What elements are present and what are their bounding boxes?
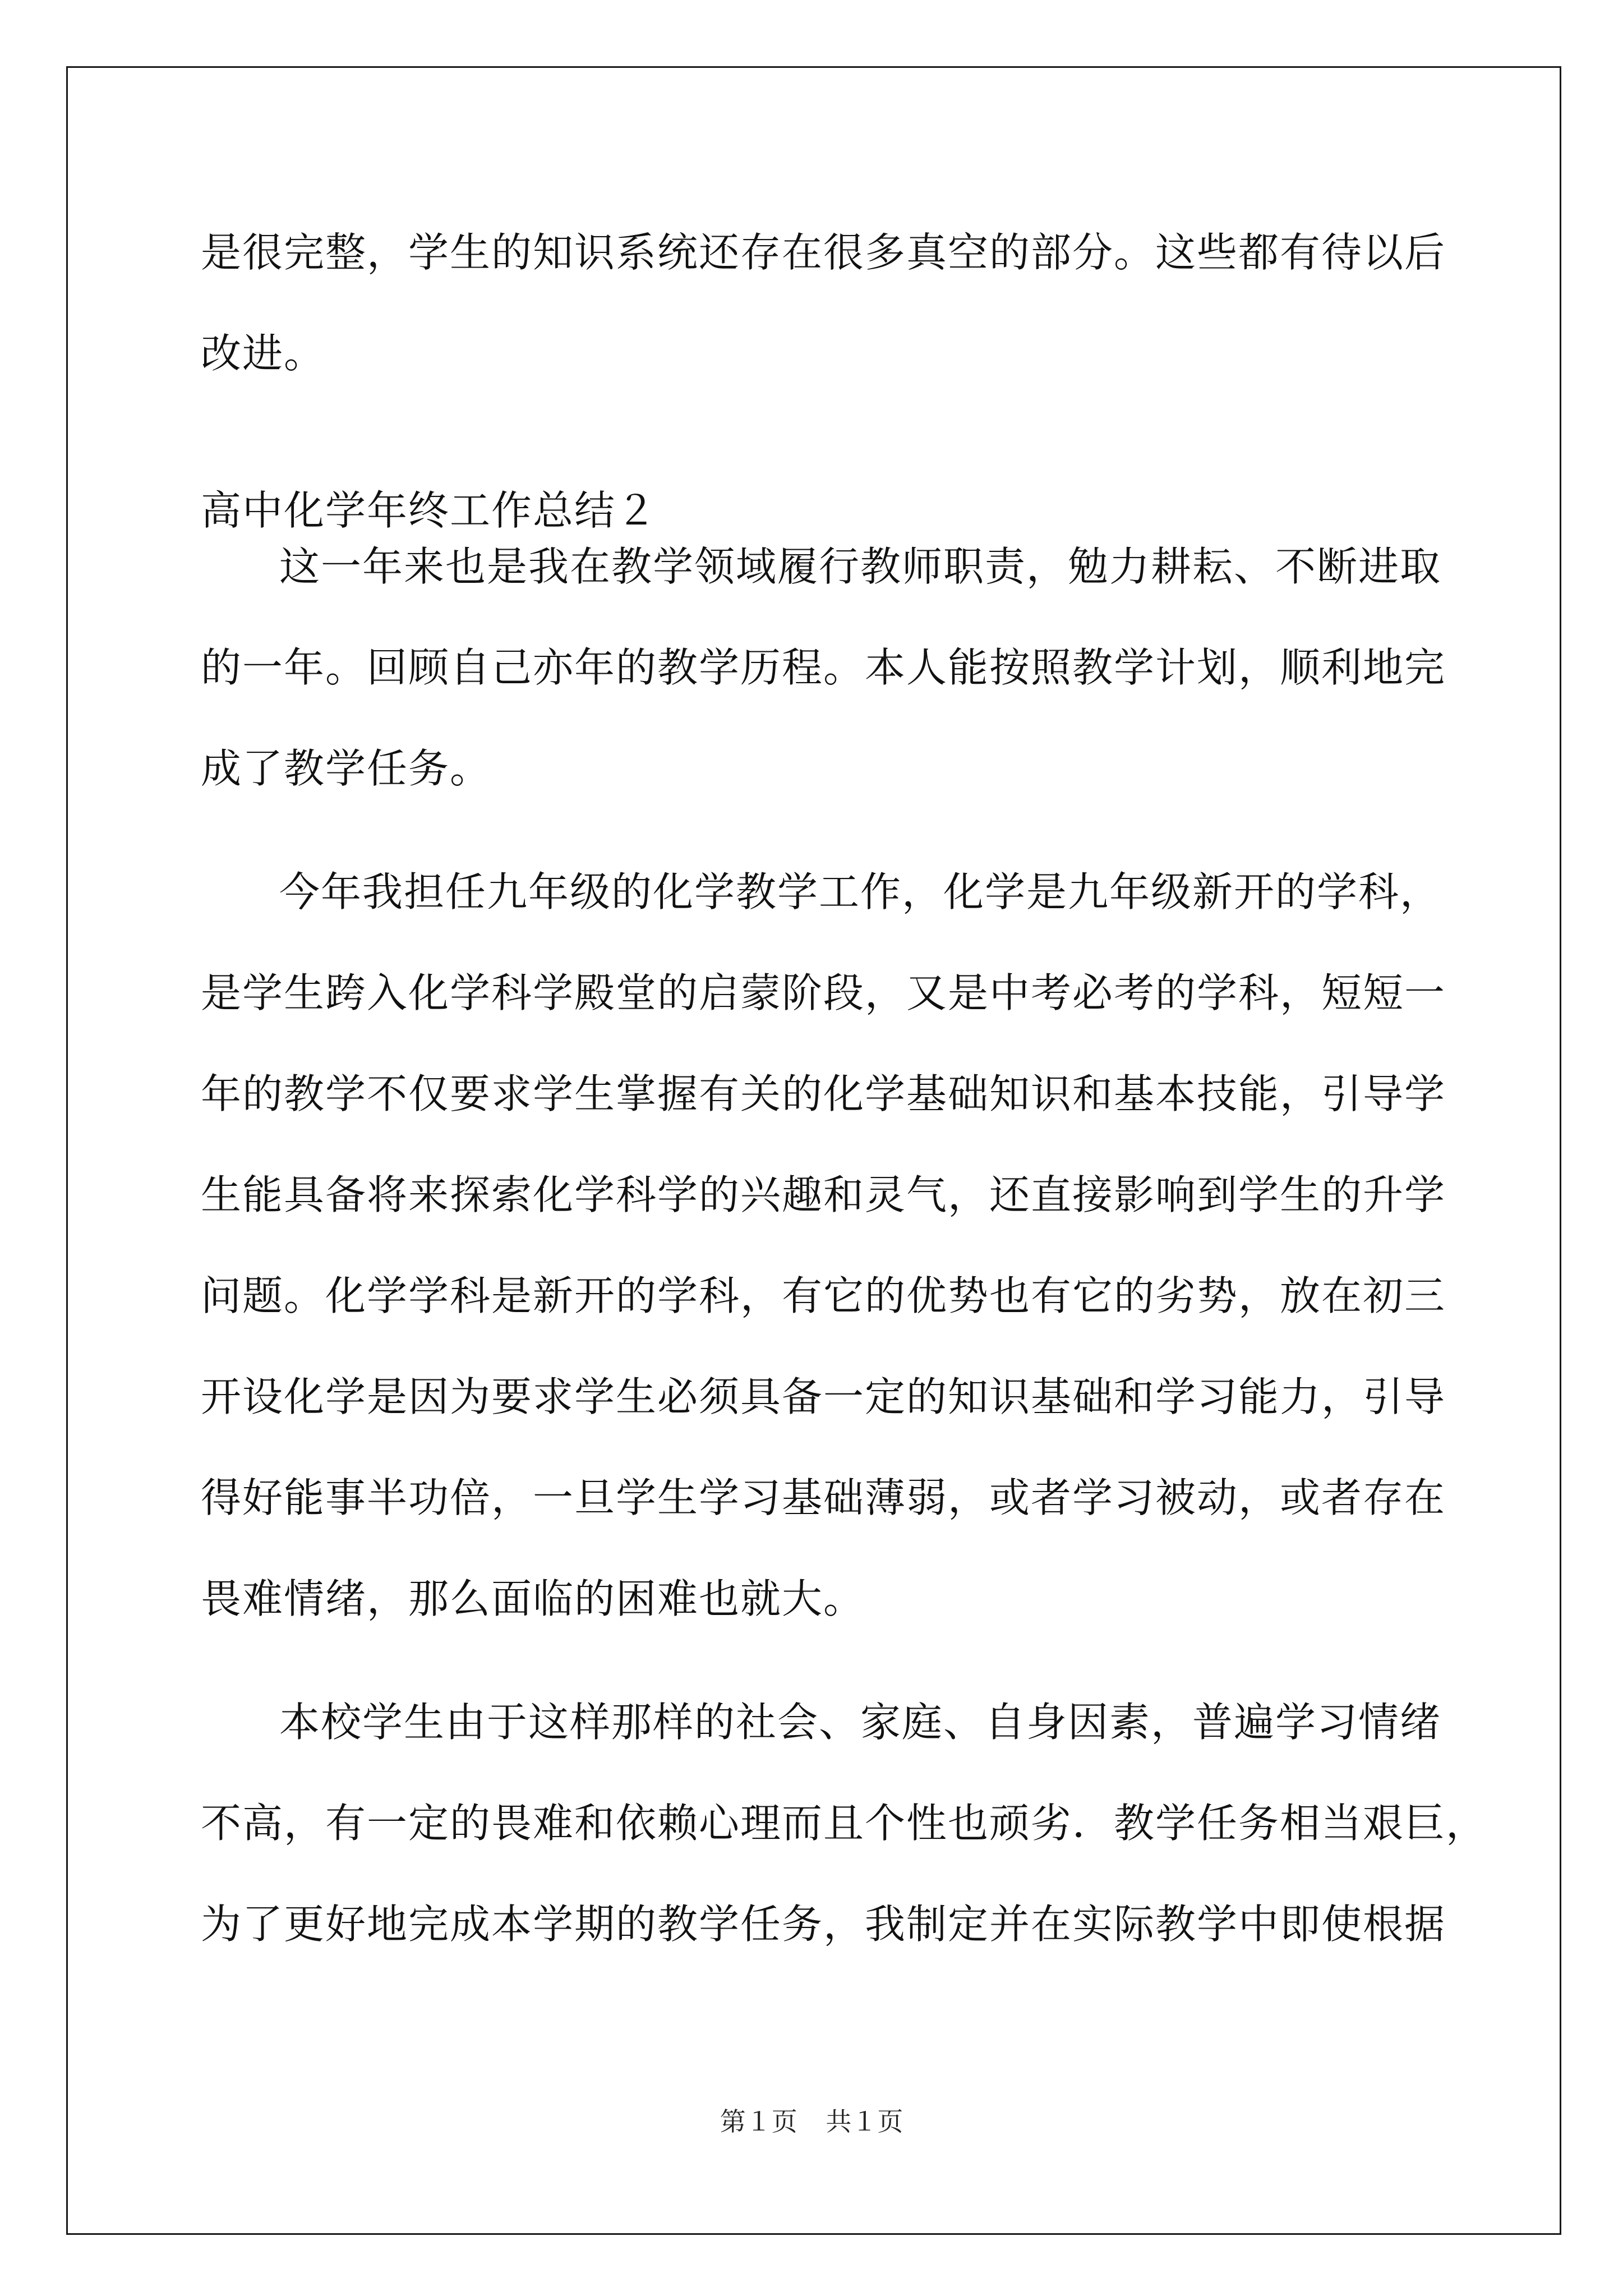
page-total: 共１页 — [826, 2106, 903, 2137]
text-line: 年的教学不仅要求学生掌握有关的化学基础知识和基本技能，引导学 — [201, 1070, 1446, 1117]
page-footer — [0, 2105, 1623, 2138]
text-line: 的一年。回顾自己亦年的教学历程。本人能按照教学计划，顺利地完 — [201, 644, 1446, 691]
page-number: 第１页 — [720, 2106, 797, 2137]
text-line: 今年我担任九年级的化学教学工作，化学是九年级新开的学科， — [279, 868, 1442, 915]
text-line: 改进。 — [201, 330, 326, 377]
text-line: 成了教学任务。 — [201, 745, 492, 792]
text-line: 是很完整，学生的知识系统还存在很多真空的部分。这些都有待以后 — [201, 229, 1446, 276]
text-line: 是学生跨入化学科学殿堂的启蒙阶段，又是中考必考的学科，短短一 — [201, 969, 1446, 1016]
text-line: 得好能事半功倍，一旦学生学习基础薄弱，或者学习被动，或者存在 — [201, 1474, 1446, 1521]
text-line: 开设化学是因为要求学生必须具备一定的知识基础和学习能力，引导 — [201, 1373, 1446, 1420]
section-heading: 高中化学年终工作总结２ — [201, 487, 658, 534]
text-line: 问题。化学学科是新开的学科，有它的优势也有它的劣势，放在初三 — [201, 1272, 1446, 1319]
text-line: 为了更好地完成本学期的教学任务，我制定并在实际教学中即使根据 — [201, 1901, 1446, 1948]
text-line: 本校学生由于这样那样的社会、家庭、自身因素，普遍学习情绪 — [279, 1699, 1442, 1746]
text-line: 畏难情绪，那么面临的困难也就大。 — [201, 1575, 865, 1622]
text-line: 不高，有一定的畏难和依赖心理而且个性也顽劣．教学任务相当艰巨， — [201, 1800, 1488, 1847]
text-line: 这一年来也是我在教学领域履行教师职责，勉力耕耘、不断进取 — [279, 543, 1442, 590]
text-line: 生能具备将来探索化学科学的兴趣和灵气，还直接影响到学生的升学 — [201, 1171, 1446, 1218]
